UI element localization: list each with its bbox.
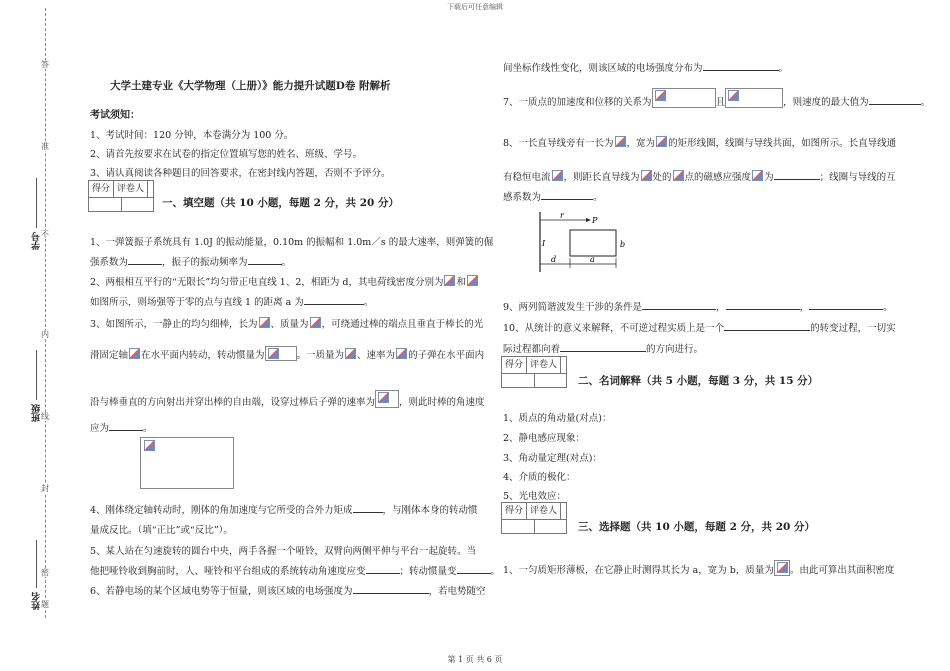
formula-image [375, 390, 399, 408]
notice-item: 3、请认真阅读各种题目的回答要求，在密封线内答题，否则不予评分。 [90, 168, 391, 179]
notice-item: 2、请首先按要求在试卷的指定位置填写您的姓名、班级、学号。 [90, 149, 363, 160]
grader-label: 评卷人 [527, 503, 561, 519]
question-2-line: 2、两根相互平行的“无限长”均匀带正电直线 1、2，相距为 d，其电荷线密度分别为 和 [90, 274, 479, 288]
question-7-line: 7、一质点的加速度和位移的关系为 且 ，则速度的最大值为 。 [503, 88, 930, 108]
answer-blank[interactable] [248, 254, 282, 265]
formula-image [774, 560, 790, 576]
question-6-continued: 间坐标作线性变化，则该区域的电场强度分布为 。 [503, 60, 788, 74]
question-8-line: 有稳恒电流 ，则距长直导线为 处的 点的磁感应强度 为 ；线圈与导线的互 [503, 169, 896, 183]
formula-icon [444, 275, 455, 286]
formula-icon [615, 136, 626, 147]
question-6-line: 6、若静电场的某个区域电势等于恒量，则该区域的电场强度为 ，若电势随空 [90, 583, 486, 597]
question-2-line: 如图所示，则场强等于零的点与直线 1 的距离 a 为 。 [90, 294, 373, 308]
formula-image [265, 346, 297, 361]
question-1-line: 1、一弹簧振子系统具有 1.0J 的振动能量，0.10m 的振幅和 1.0m／s 的最大速率，则弹簧的倔 [90, 237, 494, 248]
term-item: 3、角动量定理(对点)： [503, 453, 602, 464]
d-label: d [551, 255, 557, 264]
question-9-line: 9、两列简谐波发生干涉的条件是 ， ， 。 [503, 299, 893, 313]
formula-icon [728, 90, 739, 101]
answer-blank[interactable] [809, 299, 883, 310]
answer-blank[interactable] [353, 583, 429, 594]
question-5-line: 他把哑铃收到胸前时，人、哑铃和平台组成的系统转动角速度应变 ；转动惯量变 。 [90, 563, 500, 577]
name-label: 姓名 [32, 592, 42, 610]
term-item: 5、光电效应： [503, 491, 567, 502]
wire-coil-figure [530, 210, 640, 274]
term-item: 1、质点的角动量(对点)： [503, 413, 612, 424]
formula-icon [378, 392, 389, 403]
answer-blank[interactable] [560, 341, 646, 352]
score-label: 得分 [502, 503, 527, 519]
answer-blank[interactable] [869, 94, 921, 105]
class-label: 班级 [32, 404, 42, 422]
binding-dashed-line [45, 8, 46, 618]
formula-image [725, 88, 783, 108]
answer-blank[interactable] [642, 299, 716, 310]
p-label: P [592, 216, 598, 225]
question-3-line: 沿与棒垂直的方向射出并穿出棒的自由端，设穿过棒后子弹的速率为 ，则此时棒的角速度 [90, 390, 485, 408]
formula-icon [467, 275, 478, 286]
grader-label: 评卷人 [114, 181, 148, 197]
margin-tick: 线 [41, 412, 49, 421]
question-8-line: 8、一长直导线旁有一长为 ，宽为 的矩形线圈，线圈与导线共面，如图所示。长直导线通 [503, 138, 897, 149]
formula-icon [641, 170, 652, 181]
score-label: 得分 [89, 181, 114, 197]
choice-question-1: 1、一匀质矩形薄板，在它静止时测得其长为 a，宽为 b，质量为 。由此可算出其面积密度 [503, 560, 894, 576]
i-label: I [542, 239, 546, 248]
formula-icon [310, 317, 321, 328]
question-4-line: 4、刚体绕定轴转动时，刚体的角加速度与它所受的合外力矩成 ，与刚体本身的转动惯 [90, 502, 478, 516]
formula-icon [552, 170, 563, 181]
score-box [501, 502, 567, 520]
student-id-label: 学号 [32, 232, 42, 250]
answer-blank[interactable] [724, 320, 810, 331]
question-3-line: 滑固定轴 在水平面内转动，转动惯量为 。一质量为 、速率为 的子弹在水平面内 [90, 346, 484, 361]
rect-coil [570, 230, 616, 256]
answer-blank[interactable] [774, 169, 820, 180]
margin-tick: 封 [41, 484, 49, 493]
header-note: 下载后可任意编辑 [447, 3, 503, 11]
student-id-line [36, 178, 37, 228]
margin-tick: 不 [41, 230, 49, 239]
formula-icon [656, 136, 667, 147]
margin-tick: 答 [41, 60, 49, 69]
term-item: 4、介质的极化： [503, 472, 576, 483]
r-label: r [560, 211, 564, 220]
question-4-line: 量成反比。（填“正比”或“反比”）。 [90, 525, 233, 536]
margin-tick: 内 [41, 330, 49, 339]
broken-image-icon [144, 440, 155, 451]
term-item: 2、静电感应现象： [503, 433, 586, 444]
answer-blank[interactable] [457, 563, 491, 574]
margin-tick: 密 [41, 568, 49, 577]
score-box [88, 180, 154, 198]
answer-blank[interactable] [703, 60, 779, 71]
question-5-line: 5、某人站在匀速旋转的圆台中央，两手各握一个哑铃，双臂向两侧平伸与平台一起旋转。当 [90, 546, 477, 557]
notice-item: 1、考试时间：120 分钟，本卷满分为 100 分。 [90, 130, 294, 141]
score-label: 得分 [502, 357, 527, 373]
formula-icon [129, 348, 140, 359]
answer-blank[interactable] [109, 420, 143, 431]
exam-title: 大学土建专业《大学物理（上册）》能力提升试题D卷 附解析 [110, 80, 391, 92]
formula-icon [396, 348, 407, 359]
question-1-line: 强系数为 ，振子的振动频率为 。 [90, 254, 291, 268]
grader-label: 评卷人 [527, 357, 561, 373]
b-label: b [620, 240, 626, 249]
formula-icon [777, 562, 788, 573]
margin-tick: 准 [41, 142, 49, 151]
answer-blank[interactable] [353, 502, 383, 513]
section-title-fill-in: 一、填空题（共 10 小题，每题 2 分，共 20 分） [162, 197, 399, 209]
margin-tick: 题 [41, 600, 49, 609]
question-3-line: 3、如图所示，一静止的均匀细棒，长为 、质量为 ，可绕通过棒的端点且垂直于棒长的光 [90, 319, 484, 330]
class-line [36, 350, 37, 400]
score-box [501, 356, 567, 374]
answer-blank[interactable] [541, 189, 593, 200]
answer-blank[interactable] [726, 299, 800, 310]
arrowhead [586, 218, 591, 222]
formula-icon [268, 348, 279, 359]
question-3-line: 应为 。 [90, 420, 153, 434]
question-8-line: 感系数为 。 [503, 189, 603, 203]
formula-icon [345, 348, 356, 359]
formula-icon [673, 170, 684, 181]
answer-blank[interactable] [304, 294, 364, 305]
a-label: a [590, 255, 595, 264]
section-title-terms: 二、名词解释（共 5 小题，每题 3 分，共 15 分） [578, 375, 819, 387]
name-line [36, 540, 37, 588]
formula-image [652, 88, 716, 108]
formula-icon [655, 90, 666, 101]
formula-icon [752, 170, 763, 181]
question-10-line: 际过程都向着 的方向进行。 [503, 341, 703, 355]
answer-blank[interactable] [128, 254, 162, 265]
question-10-line: 10、从统计的意义来解释，不可逆过程实质上是一个 的转变过程，一切实 [503, 320, 896, 334]
section-title-choice: 三、选择题（共 10 小题，每题 2 分，共 20 分） [578, 521, 815, 533]
rod-figure-image [140, 437, 234, 489]
answer-blank[interactable] [366, 563, 400, 574]
notice-heading: 考试须知： [90, 110, 140, 121]
formula-icon [259, 317, 270, 328]
page-footer: 第 1 页 共 6 页 [447, 655, 503, 664]
